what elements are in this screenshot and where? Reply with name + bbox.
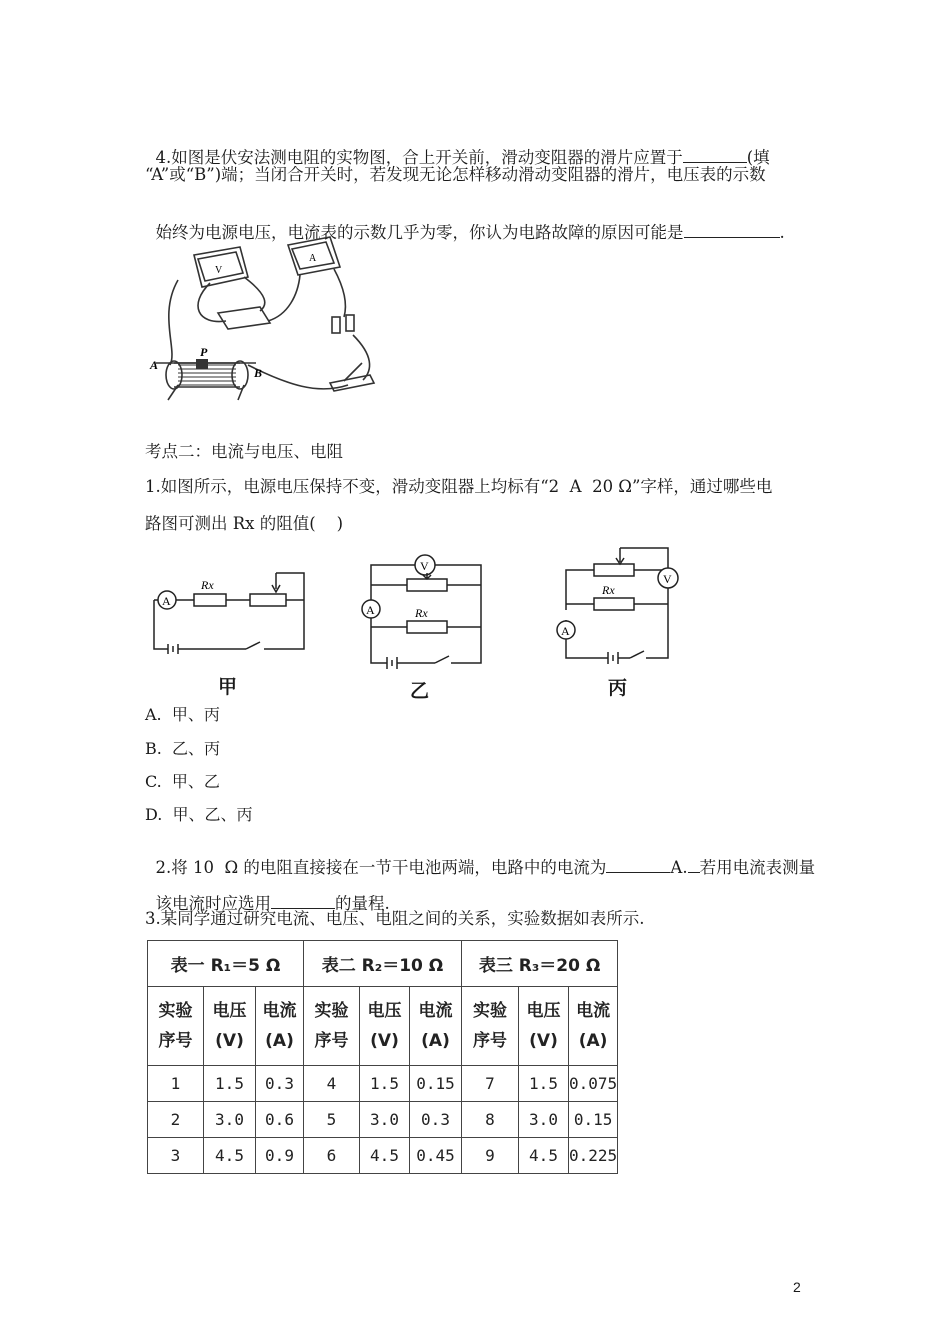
s2-q2-blank-2[interactable]	[271, 894, 335, 909]
q4-text-1b: (填	[746, 148, 770, 167]
option-c[interactable]: C. 甲、乙	[145, 772, 220, 791]
rheostat-slider	[196, 359, 208, 369]
table-cell: 3	[148, 1138, 204, 1174]
label-a: A	[150, 358, 159, 372]
q4-line-2: “A”或“B”)端；当闭合开关时，若发现无论怎样移动滑动变阻器的滑片，电压表的示数	[145, 165, 766, 184]
col-header: 电压 (V)	[360, 987, 410, 1066]
table-cell: 4	[304, 1066, 360, 1102]
label-jia: 甲	[218, 676, 238, 698]
col-header: 电流 (A)	[256, 987, 304, 1066]
table-cell: 0.225	[569, 1138, 618, 1174]
s2-q2-underline	[688, 858, 700, 873]
table-cell: 2	[148, 1102, 204, 1138]
s2-q2-line-1	[145, 838, 815, 878]
col-header: 实验 序号	[148, 987, 204, 1066]
table-cell: 0.45	[410, 1138, 462, 1174]
circuit-jia	[146, 565, 311, 660]
rx-resistor-bing	[594, 598, 634, 610]
table-group-3: 表三 R₃＝20 Ω	[462, 941, 618, 987]
table-cell: 0.075	[569, 1066, 618, 1102]
s2-q1-line-2: 路图可测出 Rx 的阻值( )	[145, 514, 344, 533]
resistor-box	[218, 307, 270, 329]
s2-q2-text-1b: A.	[670, 858, 688, 877]
table-cell: 8	[462, 1102, 519, 1138]
table-cell: 1.5	[204, 1066, 256, 1102]
section2-title: 考点二：电流与电压、电阻	[145, 442, 343, 461]
s2-q2-blank-1[interactable]	[606, 858, 670, 873]
s2-q2-text-2b: 的量程.	[335, 894, 390, 913]
table-column-header-row	[148, 987, 618, 1066]
rheostat-bing	[594, 564, 634, 576]
col-header: 电压 (V)	[519, 987, 569, 1066]
s2-q3-line-1: 3.某同学通过研究电流、电压、电阻之间的关系，实验数据如表所示.	[145, 909, 645, 928]
q4-line-1	[145, 128, 770, 168]
s2-q2-text-1a: 2.将 10 Ω 的电阻直接接在一节干电池两端，电路中的电流为	[155, 858, 607, 877]
option-d[interactable]: D. 甲、乙、丙	[145, 805, 253, 824]
table-cell: 1	[148, 1066, 204, 1102]
rx-label-jia: Rx	[201, 578, 214, 592]
table-cell: 0.6	[256, 1102, 304, 1138]
q4-text-3: 始终为电源电压，电流表的示数几乎为零，你认为电路故障的原因可能是	[155, 223, 684, 242]
rx-label-yi: Rx	[415, 606, 428, 620]
s2-q2-line-2	[145, 874, 390, 914]
table-row	[148, 1102, 618, 1138]
table-cell: 3.0	[519, 1102, 569, 1138]
ammeter-label-bing: A	[561, 624, 570, 638]
table-cell: 6	[304, 1138, 360, 1174]
label-bing: 丙	[608, 677, 628, 699]
table-cell: 3.0	[360, 1102, 410, 1138]
col-header: 实验 序号	[462, 987, 519, 1066]
table-cell: 0.15	[410, 1066, 462, 1102]
ammeter-label-jia: A	[162, 594, 171, 608]
col-header: 电流 (A)	[569, 987, 618, 1066]
s2-q2-text-2a: 该电流时应选用	[155, 894, 271, 913]
label-b: B	[254, 366, 263, 380]
table-group-1: 表一 R₁＝5 Ω	[148, 941, 304, 987]
table-group-header-row	[148, 941, 618, 987]
option-a[interactable]: A. 甲、丙	[145, 705, 220, 724]
table-cell: 0.3	[410, 1102, 462, 1138]
ammeter-label: A	[309, 253, 317, 264]
col-header: 实验 序号	[304, 987, 360, 1066]
col-header: 电压 (V)	[204, 987, 256, 1066]
voltmeter-label: V	[215, 265, 223, 276]
physical-circuit-figure	[148, 235, 378, 410]
table-cell: 1.5	[360, 1066, 410, 1102]
q4-blank-1[interactable]	[683, 148, 747, 163]
table-cell: 0.9	[256, 1138, 304, 1174]
q4-text-3-end: .	[779, 223, 785, 242]
page-number: 2	[793, 1279, 801, 1295]
voltmeter-label-yi: V	[420, 559, 429, 573]
circuit-bing	[548, 540, 693, 668]
data-table	[147, 940, 618, 1174]
table-row	[148, 1138, 618, 1174]
table-cell: 9	[462, 1138, 519, 1174]
rx-resistor-yi	[407, 621, 447, 633]
table-cell: 7	[462, 1066, 519, 1102]
voltmeter-label-bing: V	[663, 572, 672, 586]
table-cell: 0.15	[569, 1102, 618, 1138]
rheostat-yi	[407, 579, 447, 591]
q4-blank-2[interactable]	[684, 223, 780, 238]
table-cell: 4.5	[204, 1138, 256, 1174]
label-p: P	[200, 345, 208, 359]
table-cell: 4.5	[519, 1138, 569, 1174]
table-cell: 3.0	[204, 1102, 256, 1138]
table-cell: 1.5	[519, 1066, 569, 1102]
rheostat-jia	[250, 594, 286, 606]
ammeter-label-yi: A	[366, 603, 375, 617]
fuse	[332, 317, 340, 333]
option-b[interactable]: B. 乙、丙	[145, 739, 221, 758]
table-cell: 5	[304, 1102, 360, 1138]
table-row	[148, 1066, 618, 1102]
s2-q2-text-1c: 若用电流表测量	[699, 858, 816, 877]
q4-text-1a: 4.如图是伏安法测电阻的实物图，合上开关前，滑动变阻器的滑片应置于	[155, 148, 683, 167]
label-yi: 乙	[410, 680, 430, 702]
rx-label-bing: Rx	[602, 583, 615, 597]
table-cell: 4.5	[360, 1138, 410, 1174]
circuit-yi	[355, 545, 490, 673]
table-group-2: 表二 R₂＝10 Ω	[304, 941, 462, 987]
col-header: 电流 (A)	[410, 987, 462, 1066]
rx-resistor-jia	[194, 594, 226, 606]
s2-q1-line-1: 1.如图所示，电源电压保持不变，滑动变阻器上均标有“2 A 20 Ω”字样，通过哪些电	[145, 477, 773, 496]
table-cell: 0.3	[256, 1066, 304, 1102]
